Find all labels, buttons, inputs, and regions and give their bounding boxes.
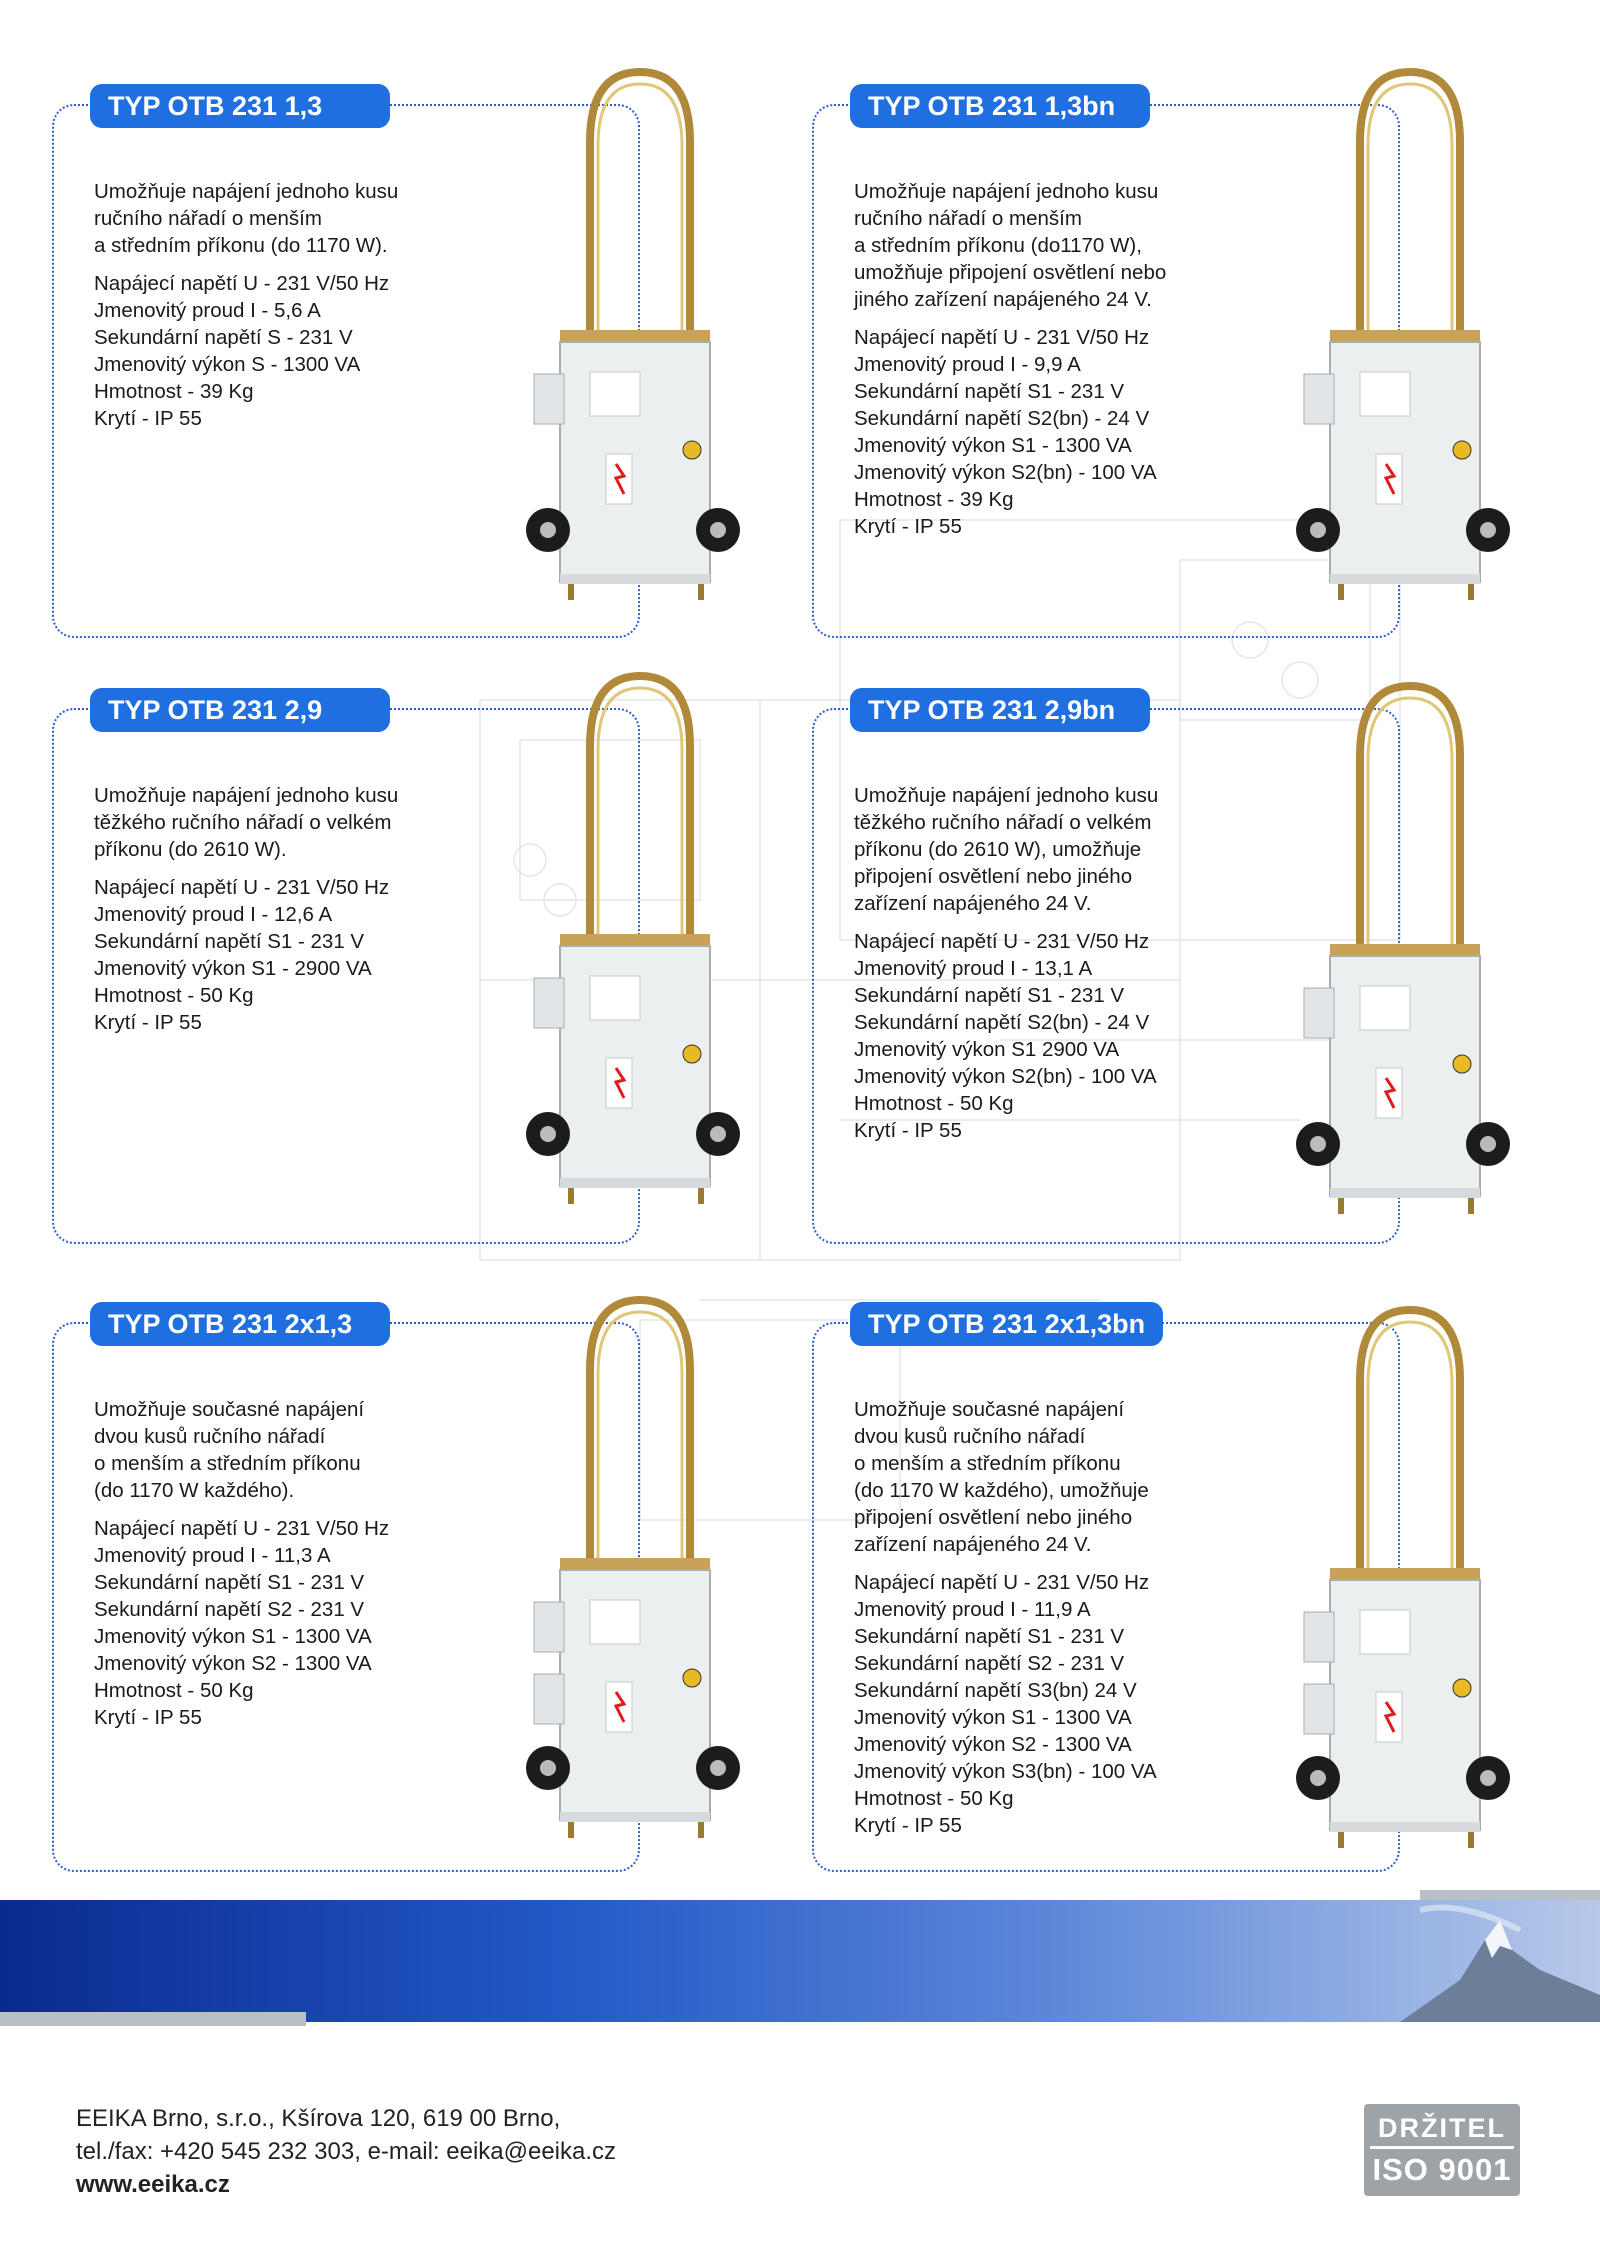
spec-voltage: Napájecí napětí U - 231 V/50 Hz (94, 1517, 390, 1540)
footer-band (0, 1900, 1600, 2022)
spec-list (94, 1515, 494, 1731)
spec-power-s2: Jmenovitý výkon S2(bn) - 100 VA (854, 1065, 1157, 1088)
spec-secondary-voltage: Sekundární napětí S - 231 V (94, 326, 353, 349)
spec-ip-rating: Krytí - IP 55 (854, 1814, 962, 1837)
spec-power-s2: Jmenovitý výkon S2(bn) - 100 VA (854, 461, 1157, 484)
spec-weight: Hmotnost - 50 Kg (94, 1679, 254, 1702)
company-address: EEIKA Brno, s.r.o., Kšírova 120, 619 00 Brno, (76, 2105, 561, 2132)
spec-voltage: Napájecí napětí U - 231 V/50 Hz (854, 326, 1150, 349)
spec-weight: Hmotnost - 50 Kg (854, 1787, 1014, 1810)
product-image-trolley (520, 1290, 760, 1850)
product-description: Umožňuje současné napájení dvou kusů ručního nářadí o menším a středním příkonu (do 1170 W každého), umožňuje připojení osvětlení nebo jiného zařízení napájeného 24 V. (854, 1398, 1149, 1556)
spec-voltage: Napájecí napětí U - 231 V/50 Hz (94, 272, 390, 295)
product-description: Umožňuje napájení jednoho kusu ručního nářadí o menším a středním příkonu (do 1170 W). (94, 180, 399, 257)
spec-list (854, 324, 1254, 540)
product-title: TYP OTB 231 2,9 (90, 688, 390, 732)
spec-current: Jmenovitý proud I - 13,1 A (854, 957, 1093, 980)
company-website-link[interactable]: www.eeika.cz (76, 2171, 230, 2198)
company-phone-email: tel./fax: +420 545 232 303, e-mail: eeika@eeika.cz (76, 2138, 617, 2165)
spec-ip-rating: Krytí - IP 55 (854, 1119, 962, 1142)
spec-secondary-voltage-s3: Sekundární napětí S3(bn) 24 V (854, 1679, 1137, 1702)
spec-list (94, 874, 494, 1036)
spec-ip-rating: Krytí - IP 55 (94, 1011, 202, 1034)
spec-secondary-voltage-s1: Sekundární napětí S1 - 231 V (854, 380, 1125, 403)
iso-badge-line2: ISO 9001 (1370, 2146, 1514, 2191)
product-description: Umožňuje napájení jednoho kusu ručního nářadí o menším a středním příkonu (do1170 W), umožňuje připojení osvětlení nebo jiného zařízení napájeného 24 V. (854, 180, 1167, 311)
product-image-trolley (520, 62, 760, 602)
mountain-image (1400, 1900, 1600, 2022)
spec-current: Jmenovitý proud I - 12,6 A (94, 903, 333, 926)
spec-voltage: Napájecí napětí U - 231 V/50 Hz (854, 1571, 1150, 1594)
spec-secondary-voltage: Sekundární napětí S1 - 231 V (94, 930, 365, 953)
spec-secondary-voltage-s1: Sekundární napětí S1 - 231 V (854, 1625, 1125, 1648)
product-image-trolley (1290, 676, 1530, 1216)
iso-badge-line1: DRŽITEL (1378, 2113, 1506, 2143)
spec-power-s1: Jmenovitý výkon S1 - 1300 VA (854, 1706, 1132, 1729)
spec-power-s3: Jmenovitý výkon S3(bn) - 100 VA (854, 1760, 1157, 1783)
spec-voltage: Napájecí napětí U - 231 V/50 Hz (94, 876, 390, 899)
spec-power: Jmenovitý výkon S - 1300 VA (94, 353, 361, 376)
product-title: TYP OTB 231 2x1,3 (90, 1302, 390, 1346)
trolley-illustration (1296, 72, 1510, 600)
spec-secondary-voltage-s2: Sekundární napětí S2(bn) - 24 V (854, 407, 1150, 430)
spec-secondary-voltage-s1: Sekundární napětí S1 - 231 V (94, 1571, 365, 1594)
spec-current: Jmenovitý proud I - 5,6 A (94, 299, 321, 322)
spec-weight: Hmotnost - 50 Kg (854, 1092, 1014, 1115)
trolley-illustration (1296, 686, 1510, 1214)
spec-weight: Hmotnost - 39 Kg (854, 488, 1014, 511)
trolley-illustration (526, 1300, 740, 1838)
spec-list (94, 270, 494, 432)
spec-power: Jmenovitý výkon S1 - 2900 VA (94, 957, 372, 980)
spec-power-s2: Jmenovitý výkon S2 - 1300 VA (94, 1652, 372, 1675)
product-title: TYP OTB 231 2,9bn (850, 688, 1150, 732)
product-description: Umožňuje napájení jednoho kusu těžkého ručního nářadí o velkém příkonu (do 2610 W), umožňuje připojení osvětlení nebo jiného zařízení napájeného 24 V. (854, 784, 1159, 915)
footer-band-accent-line (1420, 1890, 1600, 1900)
product-description: Umožňuje napájení jednoho kusu těžkého ručního nářadí o velkém příkonu (do 2610 W). (94, 784, 399, 861)
spec-weight: Hmotnost - 50 Kg (94, 984, 254, 1007)
spec-secondary-voltage-s2: Sekundární napětí S2(bn) - 24 V (854, 1011, 1150, 1034)
footer-band-accent-line (0, 2012, 306, 2026)
spec-power-s1: Jmenovitý výkon S1 2900 VA (854, 1038, 1120, 1061)
spec-power-s1: Jmenovitý výkon S1 - 1300 VA (854, 434, 1132, 457)
spec-voltage: Napájecí napětí U - 231 V/50 Hz (854, 930, 1150, 953)
product-image-trolley (520, 666, 760, 1206)
trolley-illustration (526, 676, 740, 1204)
product-title: TYP OTB 231 1,3bn (850, 84, 1150, 128)
spec-secondary-voltage-s2: Sekundární napětí S2 - 231 V (854, 1652, 1125, 1675)
spec-list (854, 928, 1254, 1144)
spec-current: Jmenovitý proud I - 9,9 A (854, 353, 1081, 376)
contact-block (76, 2102, 616, 2201)
product-image-trolley (1290, 1300, 1530, 1860)
product-title: TYP OTB 231 2x1,3bn (850, 1302, 1163, 1346)
iso-9001-badge (1364, 2104, 1520, 2196)
spec-secondary-voltage-s2: Sekundární napětí S2 - 231 V (94, 1598, 365, 1621)
spec-ip-rating: Krytí - IP 55 (94, 1706, 202, 1729)
product-title: TYP OTB 231 1,3 (90, 84, 390, 128)
spec-secondary-voltage-s1: Sekundární napětí S1 - 231 V (854, 984, 1125, 1007)
spec-ip-rating: Krytí - IP 55 (854, 515, 962, 538)
spec-power-s1: Jmenovitý výkon S1 - 1300 VA (94, 1625, 372, 1648)
spec-current: Jmenovitý proud I - 11,9 A (854, 1598, 1091, 1621)
product-image-trolley (1290, 62, 1530, 602)
spec-ip-rating: Krytí - IP 55 (94, 407, 202, 430)
spec-current: Jmenovitý proud I - 11,3 A (94, 1544, 331, 1567)
product-description: Umožňuje současné napájení dvou kusů ručního nářadí o menším a středním příkonu (do 1170 W každého). (94, 1398, 365, 1502)
spec-power-s2: Jmenovitý výkon S2 - 1300 VA (854, 1733, 1132, 1756)
spec-weight: Hmotnost - 39 Kg (94, 380, 254, 403)
spec-list (854, 1569, 1254, 1839)
trolley-illustration (526, 72, 740, 600)
trolley-illustration (1296, 1310, 1510, 1848)
